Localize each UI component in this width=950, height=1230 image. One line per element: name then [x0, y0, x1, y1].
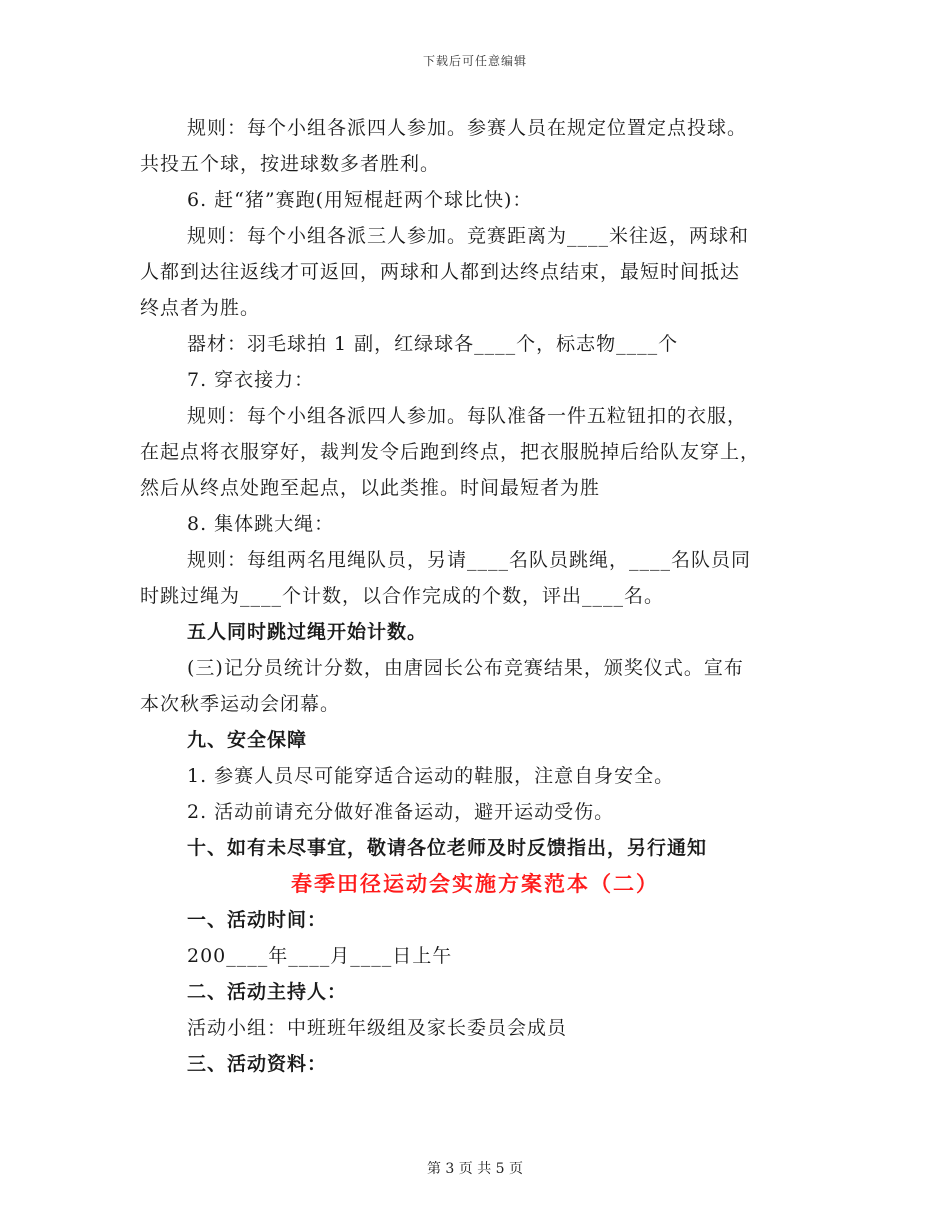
text-line: 活动小组：中班班年级组及家长委员会成员	[187, 1017, 568, 1039]
section-heading: 三、活动资料：	[187, 1053, 328, 1075]
section-heading: 二、活动主持人：	[187, 981, 348, 1003]
section-heading: 十、如有未尽事宜，敬请各位老师及时反馈指出，另行通知	[187, 837, 708, 859]
item-heading: 8. 集体跳大绳：	[187, 513, 335, 535]
section-heading: 一、活动时间：	[187, 909, 328, 931]
item-heading: 7. 穿衣接力：	[187, 369, 315, 391]
text-line: 规则：每组两名甩绳队员，另请____名队员跳绳，____名队员同	[187, 549, 752, 571]
bold-note: 五人同时跳过绳开始计数。	[187, 621, 428, 643]
item-heading: 6. 赶“猪”赛跑(用短棍赶两个球比快)：	[187, 189, 533, 211]
text-line: 规则：每个小组各派三人参加。竞赛距离为____米往返，两球和	[187, 225, 750, 247]
text-line: 规则：每个小组各派四人参加。参赛人员在规定位置定点投球。	[187, 117, 748, 139]
document-title: 春季田径运动会实施方案范本（二）	[291, 872, 659, 896]
text-line: 本次秋季运动会闭幕。	[140, 693, 341, 715]
text-line: 然后从终点处跑至起点，以此类推。时间最短者为胜	[140, 477, 601, 499]
text-line: 在起点将衣服穿好，裁判发令后跑到终点，把衣服脱掉后给队友穿上，	[140, 441, 761, 463]
text-line: 共投五个球，按进球数多者胜利。	[140, 153, 441, 175]
text-line: 规则：每个小组各派四人参加。每队准备一件五粒钮扣的衣服，	[187, 405, 748, 427]
page-header: 下载后可任意编辑	[422, 54, 527, 68]
text-line: 器材：羽毛球拍 1 副，红绿球各____个，标志物____个	[187, 333, 679, 355]
text-line: 人都到达往返线才可返回，两球和人都到达终点结束，最短时间抵达	[140, 261, 741, 283]
page-footer: 第 3 页 共 5 页	[426, 1161, 524, 1177]
text-line: 时跳过绳为____个计数，以合作完成的个数，评出____名。	[140, 585, 665, 607]
text-line: 200____年____月____日上午	[187, 945, 453, 967]
document-body	[140, 110, 810, 1082]
text-line: (三)记分员统计分数，由唐园长公布竞赛结果，颁奖仪式。宣布	[187, 657, 744, 679]
text-line: 终点者为胜。	[140, 297, 261, 319]
section-heading: 九、安全保障	[187, 729, 308, 751]
list-item: 2. 活动前请充分做好准备运动，避开运动受伤。	[187, 801, 615, 823]
list-item: 1. 参赛人员尽可能穿适合运动的鞋服，注意自身安全。	[187, 765, 675, 787]
